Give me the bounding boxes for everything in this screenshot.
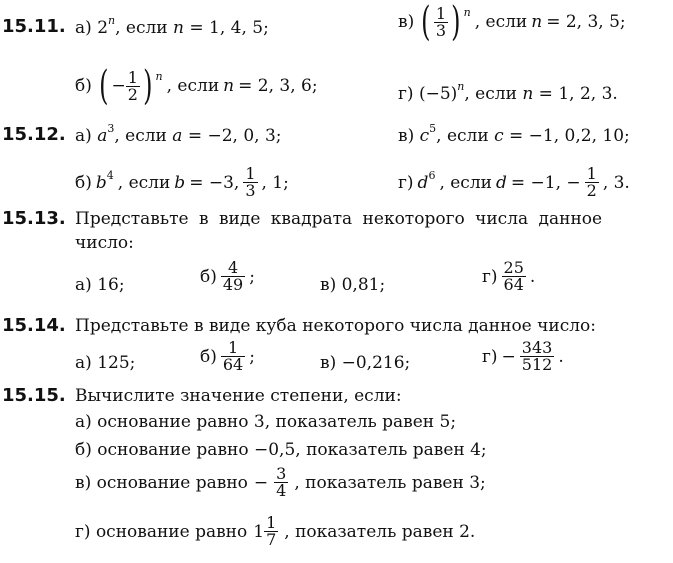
variable: n — [223, 76, 235, 96]
fraction — [221, 260, 245, 293]
p1512-b — [75, 166, 289, 199]
denominator: 64 — [503, 275, 524, 294]
punct: . — [558, 346, 564, 367]
p1513-g — [482, 260, 535, 293]
sign: − — [501, 346, 516, 367]
p1513-text-line2: число: — [75, 233, 134, 253]
numerator: 1 — [586, 164, 597, 183]
numerator: 1 — [245, 164, 256, 183]
punct: ; — [249, 346, 255, 367]
exponent: 6 — [428, 168, 436, 182]
fraction — [434, 3, 448, 40]
values: = −3, — [189, 172, 240, 193]
base: d — [417, 172, 429, 193]
denominator: 64 — [222, 355, 244, 374]
condition: , если — [474, 12, 528, 32]
numerator: 1 — [227, 338, 239, 357]
value: 125; — [97, 353, 136, 373]
sign: − — [253, 472, 269, 493]
text-after: , показатель равен 3; — [294, 472, 486, 493]
mixed-number — [253, 515, 278, 548]
exponent: n — [108, 14, 116, 28]
denominator: 49 — [222, 275, 244, 294]
p1513-v — [320, 275, 385, 295]
p1512-g — [398, 166, 630, 199]
fraction-power — [418, 0, 471, 45]
denominator: 4 — [276, 481, 287, 500]
numerator: 1 — [127, 67, 138, 87]
item-label: в) — [398, 12, 415, 32]
p1512-a — [75, 122, 282, 146]
condition: , если — [464, 84, 517, 104]
values: = −2, 0, 3; — [187, 126, 282, 146]
values: = 2, 3, 5; — [546, 12, 626, 32]
value: 0,81; — [341, 275, 386, 295]
item-label: а) — [75, 275, 92, 295]
p1512-v — [398, 122, 630, 146]
item-label: в) — [320, 353, 337, 373]
item-label: б) — [75, 76, 92, 96]
p1514-v — [320, 353, 410, 373]
problem-number-15-13: 15.13. — [2, 208, 66, 229]
numerator: 1 — [266, 513, 277, 532]
right-paren: ) — [451, 0, 461, 45]
exponent: n — [155, 70, 163, 83]
condition: , если — [436, 126, 489, 146]
variable: a — [172, 126, 183, 146]
p1513-a — [75, 275, 125, 295]
values-end: , 1; — [261, 172, 289, 193]
problem-number-15-12: 15.12. — [2, 124, 66, 145]
item-label: в) — [398, 126, 415, 146]
item-label: а) — [75, 353, 92, 373]
values: = 1, 2, 3. — [538, 84, 618, 104]
punct: . — [529, 266, 536, 287]
item-label: в) — [320, 275, 337, 295]
condition: , если — [439, 172, 492, 193]
numerator: 1 — [435, 3, 446, 23]
base: a — [97, 126, 108, 146]
values: = 1, 4, 5; — [189, 18, 269, 38]
exponent: n — [457, 80, 465, 94]
variable: n — [173, 18, 184, 38]
variable: c — [494, 126, 504, 146]
p1515-v — [75, 466, 486, 499]
base: c — [419, 126, 430, 146]
exponent: 5 — [429, 122, 437, 136]
exponent: 4 — [106, 168, 114, 182]
p1511-a — [75, 14, 269, 38]
fraction — [126, 67, 140, 104]
value: 16; — [97, 275, 125, 295]
problem-number-15-15: 15.15. — [2, 385, 66, 406]
p1511-v — [398, 0, 626, 45]
values: = −1, − — [510, 172, 581, 193]
p1514-g — [482, 340, 564, 373]
item-label: б) — [200, 266, 217, 287]
denominator: 3 — [435, 20, 446, 40]
variable: d — [495, 172, 507, 193]
denominator: 512 — [521, 355, 553, 374]
p1513-b — [200, 260, 255, 293]
p1515-a: а) основание равно 3, показатель равен 5; — [75, 412, 457, 432]
base: 2 — [97, 18, 109, 38]
fraction — [520, 340, 555, 373]
left-paren: ( — [98, 63, 109, 109]
item-label: а) — [75, 18, 92, 38]
p1513-text-line1: Представьте в виде квадрата некоторого числа данное — [75, 209, 603, 229]
denominator: 7 — [266, 530, 277, 549]
values: = −1, 0,2, 10; — [509, 126, 630, 146]
problem-number-15-11: 15.11. — [2, 16, 66, 37]
p1511-b — [75, 63, 318, 109]
whole-part: 1 — [253, 521, 265, 542]
right-paren: ) — [143, 63, 153, 109]
variable: b — [174, 172, 186, 193]
fraction-power — [96, 63, 163, 109]
p1511-g — [398, 80, 618, 104]
item-label: г) — [482, 346, 498, 367]
fraction — [221, 340, 245, 373]
numerator: 4 — [227, 258, 239, 277]
text-before: г) основание равно — [75, 521, 248, 542]
values-end: , 3. — [602, 172, 630, 193]
fraction — [585, 166, 599, 199]
p1515-text: Вычислите значение степени, если: — [75, 386, 402, 406]
item-label: г) — [398, 172, 414, 193]
condition: , если — [114, 126, 167, 146]
text-before: в) основание равно — [75, 472, 248, 493]
p1514-b — [200, 340, 255, 373]
denominator: 2 — [127, 84, 138, 104]
item-label: г) — [398, 84, 414, 104]
text-after: , показатель равен 2. — [284, 521, 476, 542]
numerator: 343 — [521, 338, 553, 357]
base: (−5) — [418, 84, 458, 104]
denominator: 3 — [245, 181, 256, 200]
sign: − — [111, 76, 126, 96]
condition: , если — [115, 18, 168, 38]
exponent: 3 — [107, 122, 115, 136]
numerator: 25 — [503, 258, 524, 277]
numerator: 3 — [276, 464, 287, 483]
item-label: б) — [75, 172, 92, 193]
left-paren: ( — [421, 0, 431, 45]
problem-number-15-14: 15.14. — [2, 315, 66, 336]
item-label: г) — [482, 266, 498, 287]
variable: n — [531, 12, 543, 32]
condition: , если — [166, 76, 220, 96]
fraction — [274, 466, 288, 499]
base: b — [95, 172, 107, 193]
p1514-a — [75, 353, 135, 373]
p1514-text: Представьте в виде куба некоторого числа данное число: — [75, 316, 596, 336]
item-label: б) — [200, 346, 217, 367]
value: −0,216; — [341, 353, 411, 373]
condition: , если — [117, 172, 171, 193]
p1515-b: б) основание равно −0,5, показатель равен 4; — [75, 440, 487, 460]
denominator: 2 — [586, 181, 597, 200]
item-label: а) — [75, 126, 92, 146]
fraction — [243, 166, 257, 199]
fraction — [502, 260, 526, 293]
exponent: n — [463, 6, 471, 19]
p1515-g — [75, 515, 475, 548]
variable: n — [522, 84, 534, 104]
fraction — [264, 515, 278, 548]
values: = 2, 3, 6; — [238, 76, 318, 96]
punct: ; — [249, 266, 255, 287]
